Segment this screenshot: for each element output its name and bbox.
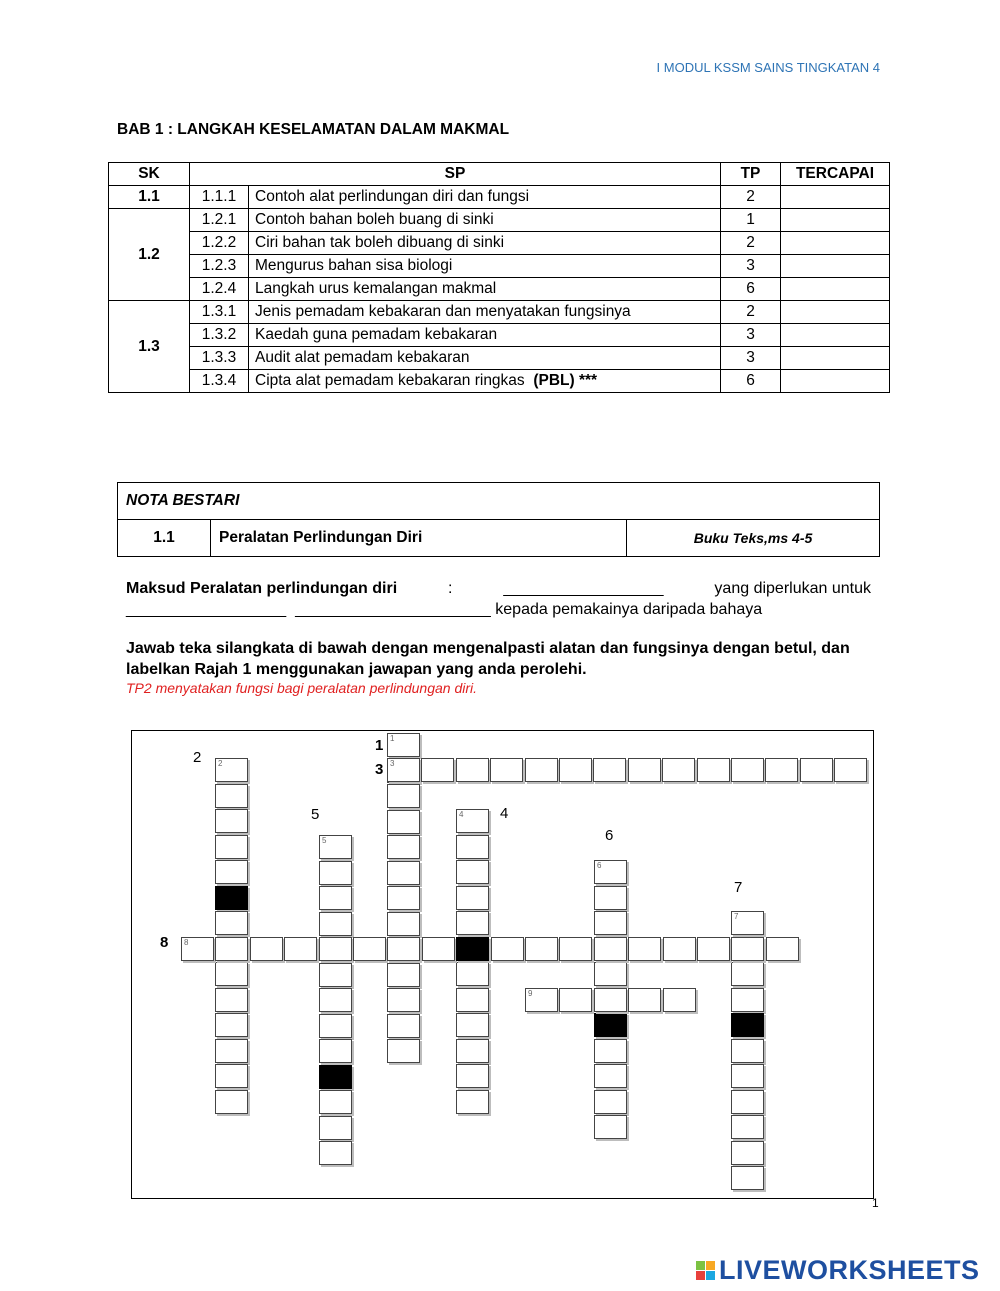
tp2-note: TP2 menyatakan fungsi bagi peralatan perlindungan diri. bbox=[126, 680, 478, 696]
sp-desc: Contoh bahan boleh buang di sinki bbox=[249, 209, 721, 232]
sp-code: 1.3.2 bbox=[190, 324, 249, 347]
sp-header: SP bbox=[190, 163, 721, 186]
crossword-cell[interactable] bbox=[319, 886, 352, 910]
crossword-cell[interactable] bbox=[215, 988, 248, 1012]
sp-code: 1.2.2 bbox=[190, 232, 249, 255]
tp-value: 1 bbox=[721, 209, 781, 232]
crossword-cell[interactable] bbox=[456, 1064, 489, 1088]
clue-label: 1 bbox=[375, 737, 384, 754]
answer-blank-2[interactable]: __________________ bbox=[126, 601, 287, 618]
logo-text: LIVEWORKSHEETS bbox=[719, 1255, 980, 1285]
sp-desc: Langkah urus kemalangan makmal bbox=[249, 278, 721, 301]
sp-desc: Contoh alat perlindungan diri dan fungsi bbox=[249, 186, 721, 209]
sp-desc: Mengurus bahan sisa biologi bbox=[249, 255, 721, 278]
sp-desc-text: Cipta alat pemadam kebakaran ringkas bbox=[255, 372, 525, 389]
cell-number: 7 bbox=[734, 912, 739, 921]
crossword-cell[interactable] bbox=[353, 937, 386, 961]
crossword-cell[interactable] bbox=[387, 1039, 420, 1063]
tercapai-cell[interactable] bbox=[781, 370, 890, 393]
table-row bbox=[109, 209, 890, 232]
crossword-cell[interactable] bbox=[456, 1090, 489, 1114]
nota-reference: Buku Teks,ms 4-5 bbox=[627, 520, 880, 557]
crossword-cell[interactable] bbox=[594, 860, 627, 884]
crossword-cell[interactable] bbox=[319, 1039, 352, 1063]
pbl-marker: (PBL) *** bbox=[533, 372, 598, 389]
cell-number: 6 bbox=[597, 861, 602, 870]
sp-desc: Ciri bahan tak boleh dibuang di sinki bbox=[249, 232, 721, 255]
crossword-cell[interactable] bbox=[662, 758, 695, 782]
tp-value: 2 bbox=[721, 186, 781, 209]
definition-label: Maksud Peralatan perlindungan diri bbox=[126, 580, 398, 597]
crossword-cell[interactable] bbox=[594, 1064, 627, 1088]
crossword-cell[interactable] bbox=[525, 937, 558, 961]
crossword-cell[interactable] bbox=[319, 912, 352, 936]
sk-cell: 1.2 bbox=[109, 209, 190, 301]
table-row bbox=[109, 324, 890, 347]
tp-value: 3 bbox=[721, 347, 781, 370]
crossword-cell[interactable] bbox=[319, 1141, 352, 1165]
sp-code: 1.1.1 bbox=[190, 186, 249, 209]
sp-code: 1.3.4 bbox=[190, 370, 249, 393]
crossword-block bbox=[215, 886, 248, 910]
crossword-cell[interactable] bbox=[215, 1090, 248, 1114]
crossword-cell[interactable] bbox=[766, 937, 799, 961]
crossword-cell[interactable] bbox=[594, 1039, 627, 1063]
crossword-cell[interactable] bbox=[319, 1116, 352, 1140]
crossword-cell[interactable] bbox=[250, 937, 283, 961]
liveworksheets-logo bbox=[696, 1255, 980, 1286]
crossword-cell[interactable] bbox=[456, 886, 489, 910]
crossword-cell[interactable] bbox=[387, 784, 420, 808]
crossword-cell[interactable] bbox=[594, 1115, 627, 1139]
crossword-cell[interactable] bbox=[559, 988, 592, 1012]
table-row bbox=[109, 347, 890, 370]
sk-cell: 1.3 bbox=[109, 301, 190, 393]
nota-topic: Peralatan Perlindungan Diri bbox=[211, 520, 627, 557]
crossword-cell[interactable] bbox=[215, 937, 248, 961]
crossword-cell[interactable] bbox=[215, 1013, 248, 1037]
crossword-cell[interactable] bbox=[456, 835, 489, 859]
crossword-cell[interactable] bbox=[456, 1013, 489, 1037]
crossword-cell[interactable] bbox=[731, 988, 764, 1012]
logo-square bbox=[696, 1271, 705, 1280]
clue-label: 7 bbox=[734, 879, 743, 896]
crossword-cell[interactable] bbox=[765, 758, 798, 782]
tercapai-cell[interactable] bbox=[781, 347, 890, 370]
crossword-cell[interactable] bbox=[387, 835, 420, 859]
crossword-cell[interactable] bbox=[456, 809, 489, 833]
logo-icon bbox=[696, 1261, 715, 1280]
clue-label: 8 bbox=[160, 934, 169, 951]
crossword-cell[interactable] bbox=[387, 758, 420, 782]
sp-desc: Kaedah guna pemadam kebakaran bbox=[249, 324, 721, 347]
crossword-cell[interactable] bbox=[456, 758, 489, 782]
logo-square bbox=[706, 1271, 715, 1280]
instruction-text: Jawab teka silangkata di bawah dengan mengenalpasti alatan dan fungsinya dengan betul, dan labelkan Rajah 1 menggunakan jawapan yang anda perolehi. bbox=[126, 640, 850, 678]
crossword-cell[interactable] bbox=[387, 886, 420, 910]
table-row bbox=[109, 255, 890, 278]
answer-blank-3[interactable]: ______________________ bbox=[295, 601, 491, 618]
crossword-cell[interactable] bbox=[215, 809, 248, 833]
crossword-cell[interactable] bbox=[731, 911, 764, 935]
page-number: 1 bbox=[872, 1196, 879, 1210]
tp-value: 3 bbox=[721, 324, 781, 347]
table-row bbox=[109, 370, 890, 393]
crossword-cell[interactable] bbox=[421, 758, 454, 782]
crossword-cell[interactable] bbox=[834, 758, 867, 782]
crossword-cell[interactable] bbox=[215, 835, 248, 859]
tp-value: 2 bbox=[721, 301, 781, 324]
crossword-cell[interactable] bbox=[594, 1090, 627, 1114]
tp-value: 6 bbox=[721, 278, 781, 301]
crossword-cell[interactable] bbox=[731, 1039, 764, 1063]
clue-label: 4 bbox=[500, 805, 509, 822]
crossword-cell[interactable] bbox=[319, 861, 352, 885]
tercapai-cell[interactable] bbox=[781, 186, 890, 209]
crossword-cell[interactable] bbox=[215, 784, 248, 808]
crossword-cell[interactable] bbox=[387, 861, 420, 885]
module-header: I MODUL KSSM SAINS TINGKATAN 4 bbox=[656, 60, 880, 75]
tp-header: TP bbox=[721, 163, 781, 186]
crossword-cell[interactable] bbox=[215, 911, 248, 935]
crossword-cell[interactable] bbox=[594, 962, 627, 986]
sp-code: 1.2.4 bbox=[190, 278, 249, 301]
tercapai-cell[interactable] bbox=[781, 278, 890, 301]
tp-value: 6 bbox=[721, 370, 781, 393]
sp-code: 1.2.3 bbox=[190, 255, 249, 278]
crossword-cell[interactable] bbox=[319, 1090, 352, 1114]
crossword-cell[interactable] bbox=[559, 937, 592, 961]
tercapai-cell[interactable] bbox=[781, 301, 890, 324]
crossword-cell[interactable] bbox=[525, 988, 558, 1012]
crossword-cell[interactable] bbox=[697, 937, 730, 961]
crossword-cell[interactable] bbox=[284, 937, 317, 961]
crossword-cell[interactable] bbox=[731, 962, 764, 986]
crossword-cell[interactable] bbox=[628, 988, 661, 1012]
crossword-cell[interactable] bbox=[559, 758, 592, 782]
tercapai-cell[interactable] bbox=[781, 232, 890, 255]
crossword-cell[interactable] bbox=[594, 937, 627, 961]
crossword-cell[interactable] bbox=[731, 1166, 764, 1190]
crossword-cell[interactable] bbox=[593, 758, 626, 782]
crossword-cell[interactable] bbox=[525, 758, 558, 782]
crossword-block bbox=[594, 1013, 627, 1037]
crossword-cell[interactable] bbox=[387, 912, 420, 936]
crossword-cell[interactable] bbox=[215, 1039, 248, 1063]
crossword-cell[interactable] bbox=[319, 963, 352, 987]
definition-paragraph bbox=[126, 578, 871, 620]
cell-number: 8 bbox=[184, 938, 189, 947]
sk-cell: 1.1 bbox=[109, 186, 190, 209]
sp-code: 1.3.3 bbox=[190, 347, 249, 370]
crossword-cell[interactable] bbox=[663, 937, 696, 961]
crossword-cell[interactable] bbox=[731, 1064, 764, 1088]
crossword-cell[interactable] bbox=[387, 988, 420, 1012]
crossword-cell[interactable] bbox=[594, 988, 627, 1012]
logo-square bbox=[696, 1261, 705, 1270]
cell-number: 2 bbox=[218, 759, 223, 768]
cell-number: 5 bbox=[322, 836, 327, 845]
nota-number: 1.1 bbox=[118, 520, 211, 557]
table-row bbox=[109, 186, 890, 209]
crossword-cell[interactable] bbox=[387, 1014, 420, 1038]
sp-desc bbox=[249, 370, 721, 393]
crossword-cell[interactable] bbox=[628, 937, 661, 961]
crossword-cell[interactable] bbox=[456, 860, 489, 884]
cell-number: 4 bbox=[459, 810, 464, 819]
crossword-cell[interactable] bbox=[456, 962, 489, 986]
sk-header: SK bbox=[109, 163, 190, 186]
nota-bestari-box bbox=[117, 482, 880, 557]
crossword-cell[interactable] bbox=[319, 835, 352, 859]
crossword-block bbox=[319, 1065, 352, 1089]
crossword-cell[interactable] bbox=[628, 758, 661, 782]
crossword-cell[interactable] bbox=[181, 937, 214, 961]
crossword-cell[interactable] bbox=[319, 988, 352, 1012]
table-row bbox=[109, 278, 890, 301]
tercapai-cell[interactable] bbox=[781, 324, 890, 347]
nota-title: NOTA BESTARI bbox=[118, 483, 880, 520]
crossword-cell[interactable] bbox=[422, 937, 455, 961]
sp-code: 1.3.1 bbox=[190, 301, 249, 324]
sp-code: 1.2.1 bbox=[190, 209, 249, 232]
crossword-cell[interactable] bbox=[663, 988, 696, 1012]
crossword-cell[interactable] bbox=[731, 1115, 764, 1139]
tp-value: 2 bbox=[721, 232, 781, 255]
crossword-cell[interactable] bbox=[697, 758, 730, 782]
crossword-cell[interactable] bbox=[387, 733, 420, 757]
answer-blank-1[interactable]: __________________ bbox=[503, 580, 664, 597]
crossword-cell[interactable] bbox=[319, 937, 352, 961]
crossword-cell[interactable] bbox=[594, 886, 627, 910]
logo-square bbox=[706, 1261, 715, 1270]
clue-label: 3 bbox=[375, 761, 384, 778]
tercapai-header: TERCAPAI bbox=[781, 163, 890, 186]
crossword-cell[interactable] bbox=[215, 758, 248, 782]
tercapai-cell[interactable] bbox=[781, 255, 890, 278]
tercapai-cell[interactable] bbox=[781, 209, 890, 232]
crossword-block bbox=[731, 1013, 764, 1037]
crossword-cell[interactable] bbox=[456, 988, 489, 1012]
crossword-cell[interactable] bbox=[800, 758, 833, 782]
crossword-cell[interactable] bbox=[731, 1141, 764, 1165]
clue-label: 2 bbox=[193, 749, 202, 766]
crossword-cell[interactable] bbox=[731, 937, 764, 961]
table-row bbox=[109, 232, 890, 255]
tp-value: 3 bbox=[721, 255, 781, 278]
definition-colon: : bbox=[448, 580, 453, 597]
crossword-cell[interactable] bbox=[456, 1039, 489, 1063]
clue-label: 6 bbox=[605, 827, 614, 844]
definition-text-2: kepada pemakainya daripada bahaya bbox=[495, 601, 763, 618]
chapter-title: BAB 1 : LANGKAH KESELAMATAN DALAM MAKMAL bbox=[117, 121, 510, 138]
crossword-cell[interactable] bbox=[215, 962, 248, 986]
crossword-cell[interactable] bbox=[491, 937, 524, 961]
clue-label: 5 bbox=[311, 806, 320, 823]
crossword-cell[interactable] bbox=[731, 758, 764, 782]
crossword-cell[interactable] bbox=[387, 963, 420, 987]
crossword-cell[interactable] bbox=[731, 1090, 764, 1114]
sk-table bbox=[108, 162, 890, 393]
crossword-cell[interactable] bbox=[456, 911, 489, 935]
sp-desc: Audit alat pemadam kebakaran bbox=[249, 347, 721, 370]
table-row bbox=[109, 301, 890, 324]
crossword-block bbox=[456, 937, 489, 961]
crossword-cell[interactable] bbox=[387, 937, 420, 961]
crossword-cell[interactable] bbox=[215, 1064, 248, 1088]
cell-number: 3 bbox=[390, 759, 395, 768]
crossword-cell[interactable] bbox=[387, 810, 420, 834]
crossword-cell[interactable] bbox=[319, 1014, 352, 1038]
crossword-cell[interactable] bbox=[215, 860, 248, 884]
crossword-cell[interactable] bbox=[594, 911, 627, 935]
cell-number: 9 bbox=[528, 989, 533, 998]
crossword-cell[interactable] bbox=[490, 758, 523, 782]
definition-text-1: yang diperlukan untuk bbox=[714, 580, 871, 597]
cell-number: 1 bbox=[390, 734, 395, 743]
sp-desc: Jenis pemadam kebakaran dan menyatakan fungsinya bbox=[249, 301, 721, 324]
